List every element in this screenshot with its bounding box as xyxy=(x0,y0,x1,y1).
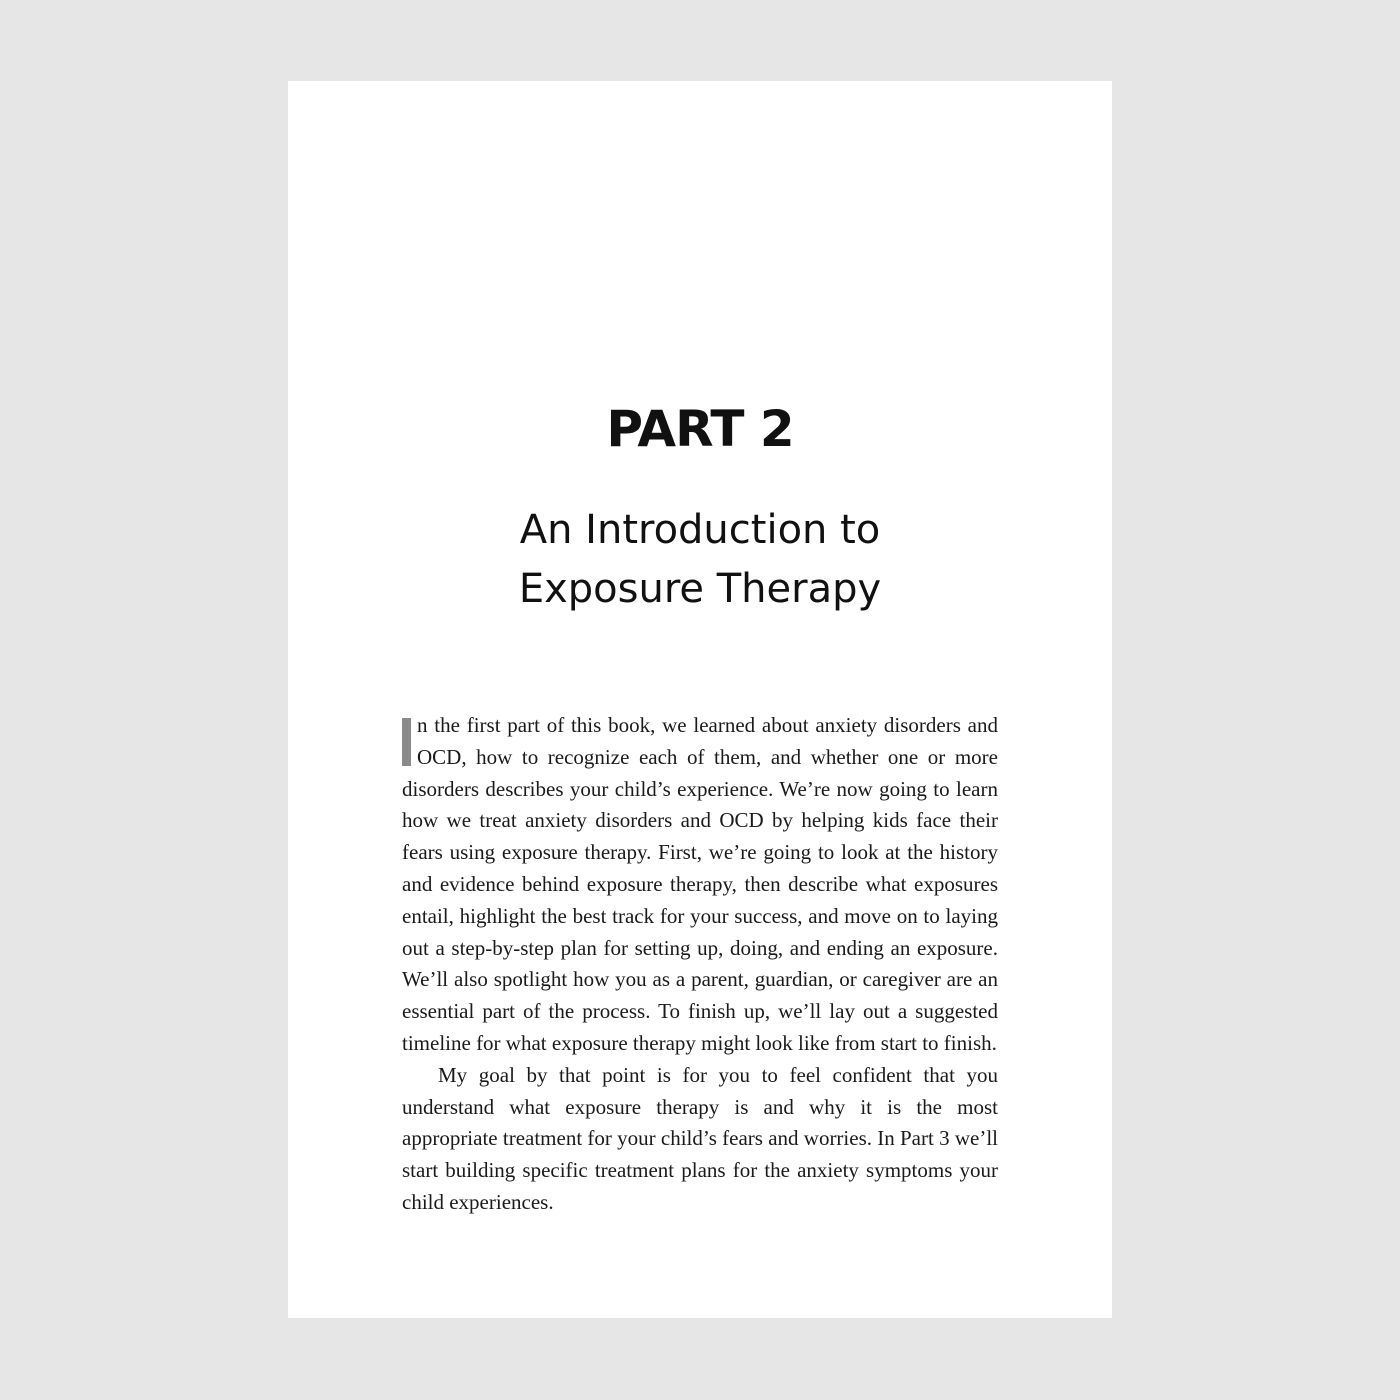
paragraph-1-text: n the first part of this book, we learned about anxiety disorders and OCD, how to recognize each of them, and whether one or more disorders describes your child’s experience. We’re now going to learn how we treat anxiety disorders and OCD by helping kids face their fears using exposure therapy. First, we’re going to look at the history and evidence behind exposure therapy, then describe what exposures entail, highlight the best track for your success, and move on to laying out a step-by-step plan for setting up, doing, and ending an exposure. We’ll also spotlight how you as a parent, guardian, or caregiver are an essential part of the process. To finish up, we’ll lay out a suggested timeline for what exposure therapy might look like from start to finish. xyxy=(402,713,998,1055)
part-label: PART 2 xyxy=(606,400,794,458)
book-page xyxy=(288,81,1112,1318)
title-line-1: An Introduction to xyxy=(519,507,881,553)
paragraph-1 xyxy=(402,710,998,1060)
title-line-2: Exposure Therapy xyxy=(518,566,882,612)
paragraph-2: My goal by that point is for you to feel confident that you understand what exposure therapy is and why it is the most appropriate treatment for your child’s fears and worries. In Part 3 we’ll start building specific treatment plans for the anxiety symptoms your child experiences. xyxy=(402,1062,998,1214)
body-text xyxy=(402,710,998,1219)
part-title xyxy=(288,501,1112,619)
dropcap-marker xyxy=(402,718,411,766)
